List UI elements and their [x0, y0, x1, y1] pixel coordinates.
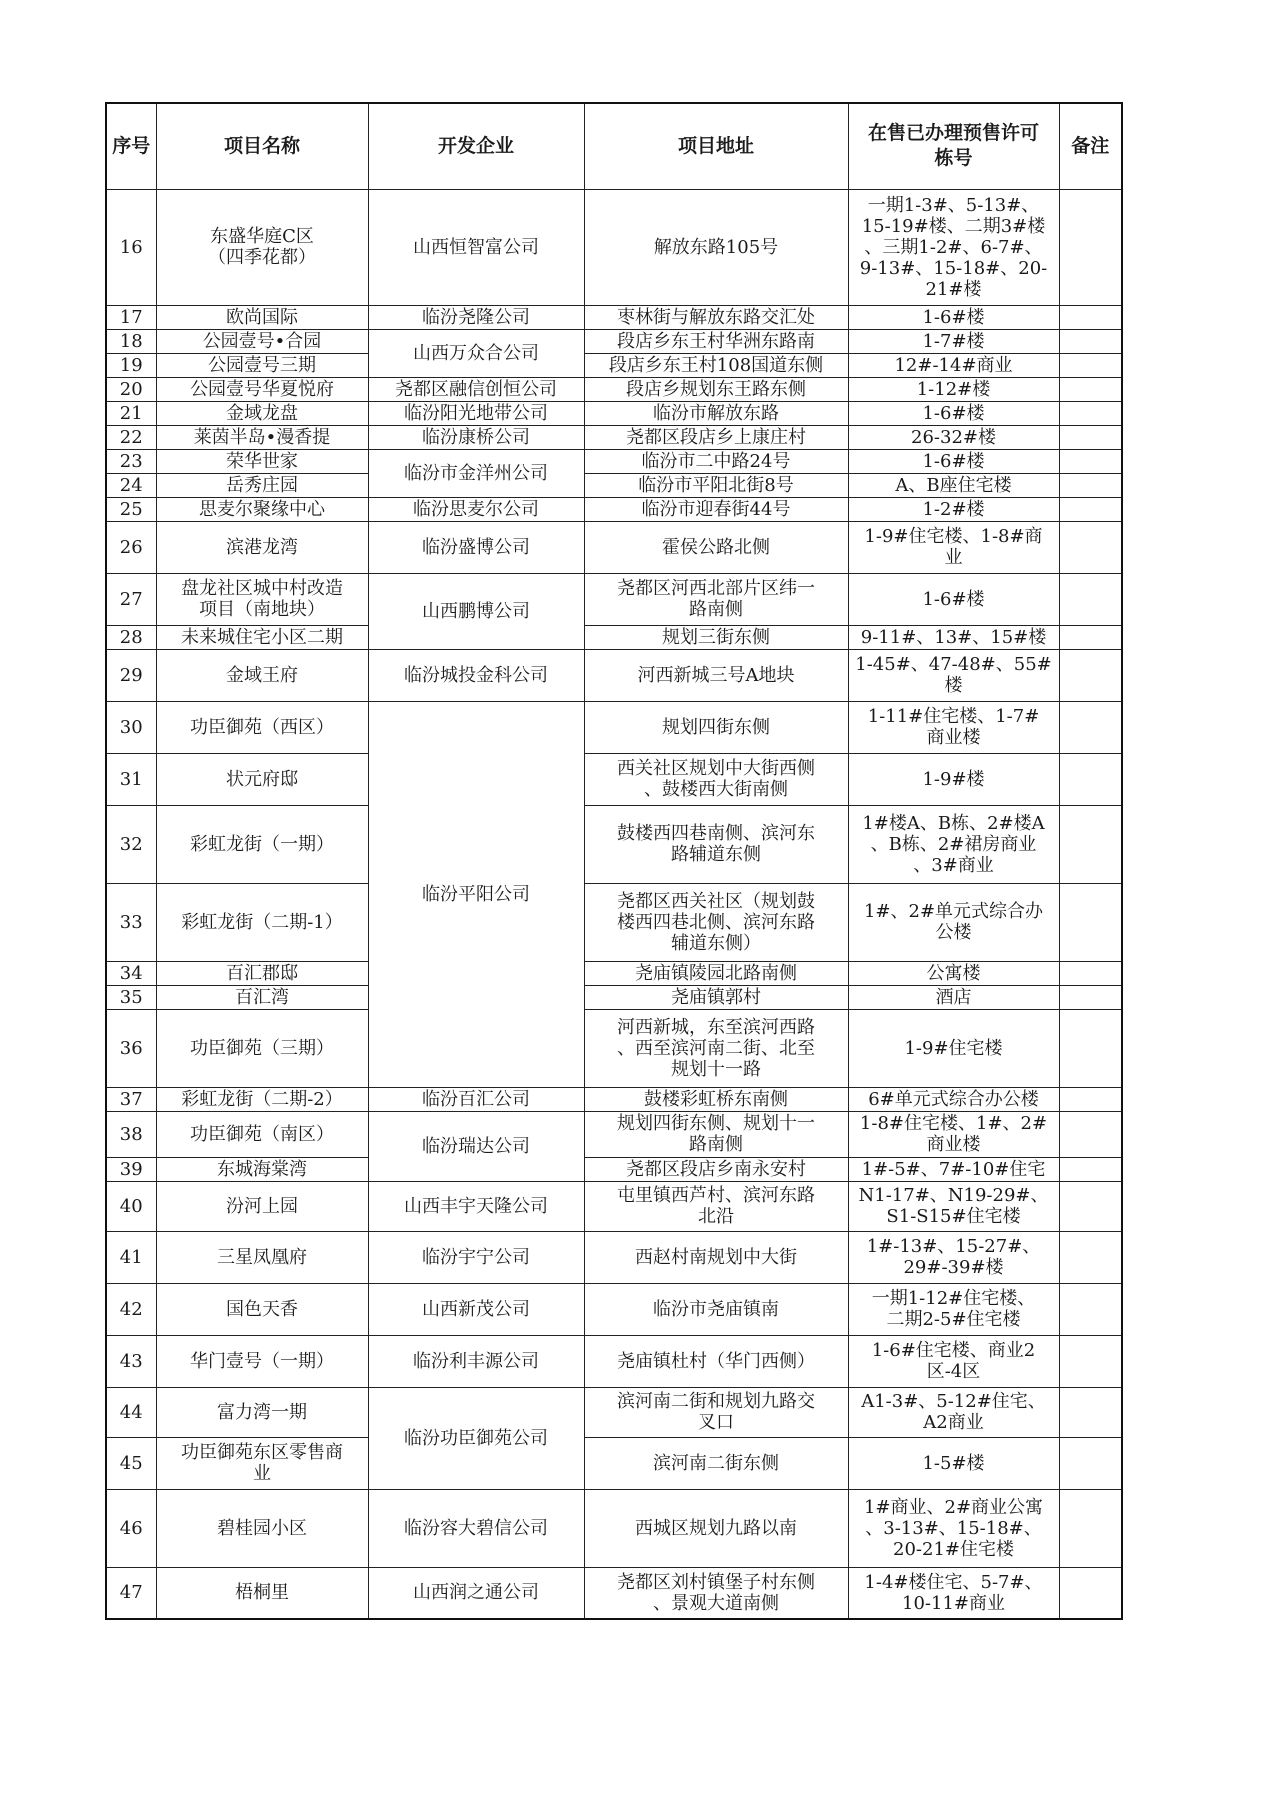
cell-units: 12#-14#商业 [848, 353, 1059, 377]
cell-index: 28 [106, 625, 156, 649]
cell-index: 26 [106, 521, 156, 573]
cell-note [1059, 305, 1122, 329]
cell-name: 功臣御苑（南区） [156, 1111, 368, 1157]
cell-note [1059, 1335, 1122, 1387]
cell-developer: 临汾市金洋州公司 [368, 449, 584, 497]
cell-index: 16 [106, 189, 156, 305]
cell-address: 段店乡东王村108国道东侧 [584, 353, 848, 377]
cell-address: 尧都区段店乡上康庄村 [584, 425, 848, 449]
cell-name: 公园壹号华夏悦府 [156, 377, 368, 401]
cell-units: A、B座住宅楼 [848, 473, 1059, 497]
cell-index: 24 [106, 473, 156, 497]
table-row [106, 1489, 1122, 1567]
cell-units: A1-3#、5-12#住宅、 A2商业 [848, 1387, 1059, 1437]
cell-index: 43 [106, 1335, 156, 1387]
cell-index: 25 [106, 497, 156, 521]
cell-note [1059, 701, 1122, 753]
cell-address: 规划三街东侧 [584, 625, 848, 649]
cell-address: 段店乡规划东王路东侧 [584, 377, 848, 401]
cell-address: 临汾市二中路24号 [584, 449, 848, 473]
cell-note [1059, 521, 1122, 573]
cell-note [1059, 625, 1122, 649]
table-row [106, 1111, 1122, 1157]
cell-units: 1-9#楼 [848, 753, 1059, 805]
cell-developer: 山西万众合公司 [368, 329, 584, 377]
cell-note [1059, 1489, 1122, 1567]
cell-units: 一期1-3#、5-13#、 15-19#楼、二期3#楼 、三期1-2#、6-7#、 9-13#、15-18#、20- 21#楼 [848, 189, 1059, 305]
cell-developer: 山西恒智富公司 [368, 189, 584, 305]
presale-table [105, 102, 1123, 1620]
cell-address: 尧都区西关社区（规划鼓 楼西四巷北侧、滨河东路 辅道东侧） [584, 883, 848, 961]
cell-units: 1#、2#单元式综合办 公楼 [848, 883, 1059, 961]
cell-address: 滨河南二街东侧 [584, 1437, 848, 1489]
cell-index: 31 [106, 753, 156, 805]
cell-units: 1-4#楼住宅、5-7#、 10-11#商业 [848, 1567, 1059, 1619]
cell-developer: 临汾阳光地带公司 [368, 401, 584, 425]
cell-index: 36 [106, 1009, 156, 1087]
cell-units: N1-17#、N19-29#、 S1-S15#住宅楼 [848, 1181, 1059, 1231]
cell-name: 彩虹龙街（二期-1） [156, 883, 368, 961]
cell-index: 34 [106, 961, 156, 985]
header-note: 备注 [1059, 103, 1122, 189]
cell-name: 功臣御苑东区零售商 业 [156, 1437, 368, 1489]
cell-name: 公园壹号三期 [156, 353, 368, 377]
table-row [106, 805, 1122, 883]
table-row [106, 1387, 1122, 1437]
cell-note [1059, 377, 1122, 401]
cell-units: 1#商业、2#商业公寓 、3-13#、15-18#、 20-21#住宅楼 [848, 1489, 1059, 1567]
table-row [106, 449, 1122, 473]
cell-name: 莱茵半岛•漫香提 [156, 425, 368, 449]
cell-units: 1-2#楼 [848, 497, 1059, 521]
cell-units: 酒店 [848, 985, 1059, 1009]
cell-developer: 临汾宇宁公司 [368, 1231, 584, 1283]
cell-index: 38 [106, 1111, 156, 1157]
cell-name: 岳秀庄园 [156, 473, 368, 497]
cell-units: 1-6#住宅楼、商业2 区-4区 [848, 1335, 1059, 1387]
cell-name: 思麦尔聚缘中心 [156, 497, 368, 521]
cell-name: 滨港龙湾 [156, 521, 368, 573]
cell-name: 状元府邸 [156, 753, 368, 805]
cell-note [1059, 883, 1122, 961]
cell-note [1059, 1111, 1122, 1157]
table-row [106, 961, 1122, 985]
cell-address: 尧都区河西北部片区纬一 路南侧 [584, 573, 848, 625]
header-address: 项目地址 [584, 103, 848, 189]
cell-address: 临汾市迎春街44号 [584, 497, 848, 521]
cell-units: 1-9#住宅楼、1-8#商 业 [848, 521, 1059, 573]
cell-address: 河西新城，东至滨河西路 、西至滨河南二街、北至 规划十一路 [584, 1009, 848, 1087]
cell-address: 尧都区段店乡南永安村 [584, 1157, 848, 1181]
cell-note [1059, 805, 1122, 883]
cell-developer: 临汾思麦尔公司 [368, 497, 584, 521]
cell-note [1059, 449, 1122, 473]
cell-address: 屯里镇西芦村、滨河东路 北沿 [584, 1181, 848, 1231]
cell-address: 规划四街东侧、规划十一 路南侧 [584, 1111, 848, 1157]
cell-developer: 临汾瑞达公司 [368, 1111, 584, 1181]
cell-note [1059, 1009, 1122, 1087]
cell-developer: 临汾利丰源公司 [368, 1335, 584, 1387]
header-developer: 开发企业 [368, 103, 584, 189]
table-row [106, 1283, 1122, 1335]
cell-name: 公园壹号•合园 [156, 329, 368, 353]
cell-note [1059, 473, 1122, 497]
cell-note [1059, 497, 1122, 521]
cell-address: 霍侯公路北侧 [584, 521, 848, 573]
cell-note [1059, 1567, 1122, 1619]
cell-note [1059, 961, 1122, 985]
table-row [106, 701, 1122, 753]
cell-units: 1#-5#、7#-10#住宅 [848, 1157, 1059, 1181]
header-units: 在售已办理预售许可 栋号 [848, 103, 1059, 189]
cell-index: 40 [106, 1181, 156, 1231]
cell-units: 1-5#楼 [848, 1437, 1059, 1489]
cell-address: 解放东路105号 [584, 189, 848, 305]
cell-name: 梧桐里 [156, 1567, 368, 1619]
cell-index: 37 [106, 1087, 156, 1111]
cell-units: 1-11#住宅楼、1-7# 商业楼 [848, 701, 1059, 753]
table-row [106, 1231, 1122, 1283]
cell-name: 碧桂园小区 [156, 1489, 368, 1567]
cell-name: 金域龙盘 [156, 401, 368, 425]
cell-index: 30 [106, 701, 156, 753]
cell-note [1059, 329, 1122, 353]
cell-name: 荣华世家 [156, 449, 368, 473]
cell-name: 富力湾一期 [156, 1387, 368, 1437]
cell-address: 规划四街东侧 [584, 701, 848, 753]
cell-address: 段店乡东王村华洲东路南 [584, 329, 848, 353]
cell-note [1059, 1181, 1122, 1231]
table-row [106, 353, 1122, 377]
cell-note [1059, 649, 1122, 701]
cell-index: 18 [106, 329, 156, 353]
cell-units: 1-8#住宅楼、1#、2# 商业楼 [848, 1111, 1059, 1157]
cell-units: 9-11#、13#、15#楼 [848, 625, 1059, 649]
cell-developer: 临汾平阳公司 [368, 701, 584, 1087]
cell-name: 功臣御苑（西区） [156, 701, 368, 753]
cell-address: 西关社区规划中大街西侧 、鼓楼西大街南侧 [584, 753, 848, 805]
table-row [106, 497, 1122, 521]
header-index: 序号 [106, 103, 156, 189]
cell-name: 三星凤凰府 [156, 1231, 368, 1283]
cell-name: 盘龙社区城中村改造 项目（南地块） [156, 573, 368, 625]
table-row [106, 649, 1122, 701]
cell-note [1059, 425, 1122, 449]
cell-units: 1-6#楼 [848, 573, 1059, 625]
table-row [106, 573, 1122, 625]
cell-index: 23 [106, 449, 156, 473]
cell-index: 21 [106, 401, 156, 425]
cell-name: 华门壹号（一期） [156, 1335, 368, 1387]
table-row [106, 189, 1122, 305]
cell-address: 鼓楼彩虹桥东南侧 [584, 1087, 848, 1111]
table-row [106, 305, 1122, 329]
cell-address: 尧庙镇杜村（华门西侧） [584, 1335, 848, 1387]
cell-index: 32 [106, 805, 156, 883]
table-row [106, 401, 1122, 425]
table-row [106, 329, 1122, 353]
cell-note [1059, 1157, 1122, 1181]
cell-address: 临汾市解放东路 [584, 401, 848, 425]
cell-units: 1-45#、47-48#、55# 楼 [848, 649, 1059, 701]
cell-index: 27 [106, 573, 156, 625]
cell-units: 1-9#住宅楼 [848, 1009, 1059, 1087]
cell-developer: 山西丰宇天隆公司 [368, 1181, 584, 1231]
cell-units: 6#单元式综合办公楼 [848, 1087, 1059, 1111]
table-row [106, 625, 1122, 649]
cell-name: 金域王府 [156, 649, 368, 701]
header-name: 项目名称 [156, 103, 368, 189]
cell-name: 彩虹龙街（二期-2） [156, 1087, 368, 1111]
cell-index: 19 [106, 353, 156, 377]
table-row [106, 377, 1122, 401]
cell-index: 47 [106, 1567, 156, 1619]
cell-note [1059, 985, 1122, 1009]
cell-address: 临汾市平阳北街8号 [584, 473, 848, 497]
cell-developer: 尧都区融信创恒公司 [368, 377, 584, 401]
table-row [106, 1087, 1122, 1111]
header-row [106, 103, 1122, 189]
cell-address: 鼓楼西四巷南侧、滨河东 路辅道东侧 [584, 805, 848, 883]
cell-developer: 临汾城投金科公司 [368, 649, 584, 701]
cell-address: 西城区规划九路以南 [584, 1489, 848, 1567]
cell-name: 国色天香 [156, 1283, 368, 1335]
cell-index: 22 [106, 425, 156, 449]
table-row [106, 425, 1122, 449]
cell-developer: 临汾尧隆公司 [368, 305, 584, 329]
cell-note [1059, 1231, 1122, 1283]
table-row [106, 753, 1122, 805]
cell-note [1059, 353, 1122, 377]
cell-index: 42 [106, 1283, 156, 1335]
cell-address: 尧庙镇郭村 [584, 985, 848, 1009]
table-row [106, 883, 1122, 961]
cell-units: 1#-13#、15-27#、 29#-39#楼 [848, 1231, 1059, 1283]
cell-name: 东城海棠湾 [156, 1157, 368, 1181]
cell-name: 百汇郡邸 [156, 961, 368, 985]
cell-address: 滨河南二街和规划九路交 叉口 [584, 1387, 848, 1437]
cell-developer: 山西润之通公司 [368, 1567, 584, 1619]
cell-note [1059, 1087, 1122, 1111]
cell-developer: 临汾康桥公司 [368, 425, 584, 449]
table-row [106, 1009, 1122, 1087]
cell-units: 一期1-12#住宅楼、 二期2-5#住宅楼 [848, 1283, 1059, 1335]
cell-units: 1-6#楼 [848, 401, 1059, 425]
table-row [106, 1181, 1122, 1231]
cell-units: 26-32#楼 [848, 425, 1059, 449]
table-row [106, 473, 1122, 497]
cell-index: 33 [106, 883, 156, 961]
cell-units: 1-6#楼 [848, 449, 1059, 473]
cell-note [1059, 573, 1122, 625]
cell-units: 公寓楼 [848, 961, 1059, 985]
cell-developer: 山西新茂公司 [368, 1283, 584, 1335]
document-page [105, 102, 1121, 1620]
cell-note [1059, 1283, 1122, 1335]
cell-developer: 山西鹏博公司 [368, 573, 584, 649]
cell-address: 西赵村南规划中大街 [584, 1231, 848, 1283]
cell-name: 东盛华庭C区 （四季花都） [156, 189, 368, 305]
cell-index: 20 [106, 377, 156, 401]
cell-note [1059, 189, 1122, 305]
cell-address: 河西新城三号A地块 [584, 649, 848, 701]
cell-index: 35 [106, 985, 156, 1009]
table-row [106, 521, 1122, 573]
cell-developer: 临汾盛博公司 [368, 521, 584, 573]
cell-index: 41 [106, 1231, 156, 1283]
table-row [106, 1567, 1122, 1619]
cell-note [1059, 753, 1122, 805]
cell-units: 1#楼A、B栋、2#楼A 、B栋、2#裙房商业 、3#商业 [848, 805, 1059, 883]
cell-address: 尧庙镇陵园北路南侧 [584, 961, 848, 985]
cell-name: 欧尚国际 [156, 305, 368, 329]
cell-index: 45 [106, 1437, 156, 1489]
cell-index: 46 [106, 1489, 156, 1567]
cell-index: 17 [106, 305, 156, 329]
cell-note [1059, 1437, 1122, 1489]
cell-name: 功臣御苑（三期） [156, 1009, 368, 1087]
cell-name: 未来城住宅小区二期 [156, 625, 368, 649]
cell-name: 百汇湾 [156, 985, 368, 1009]
cell-developer: 临汾百汇公司 [368, 1087, 584, 1111]
cell-developer: 临汾容大碧信公司 [368, 1489, 584, 1567]
cell-index: 44 [106, 1387, 156, 1437]
cell-index: 39 [106, 1157, 156, 1181]
table-row [106, 1335, 1122, 1387]
cell-developer: 临汾功臣御苑公司 [368, 1387, 584, 1489]
cell-name: 彩虹龙街（一期） [156, 805, 368, 883]
cell-units: 1-7#楼 [848, 329, 1059, 353]
cell-address: 临汾市尧庙镇南 [584, 1283, 848, 1335]
table-row [106, 1437, 1122, 1489]
table-row [106, 1157, 1122, 1181]
cell-note [1059, 401, 1122, 425]
cell-units: 1-6#楼 [848, 305, 1059, 329]
cell-address: 尧都区刘村镇堡子村东侧 、景观大道南侧 [584, 1567, 848, 1619]
cell-index: 29 [106, 649, 156, 701]
cell-address: 枣林街与解放东路交汇处 [584, 305, 848, 329]
table-row [106, 985, 1122, 1009]
cell-note [1059, 1387, 1122, 1437]
cell-name: 汾河上园 [156, 1181, 368, 1231]
cell-units: 1-12#楼 [848, 377, 1059, 401]
